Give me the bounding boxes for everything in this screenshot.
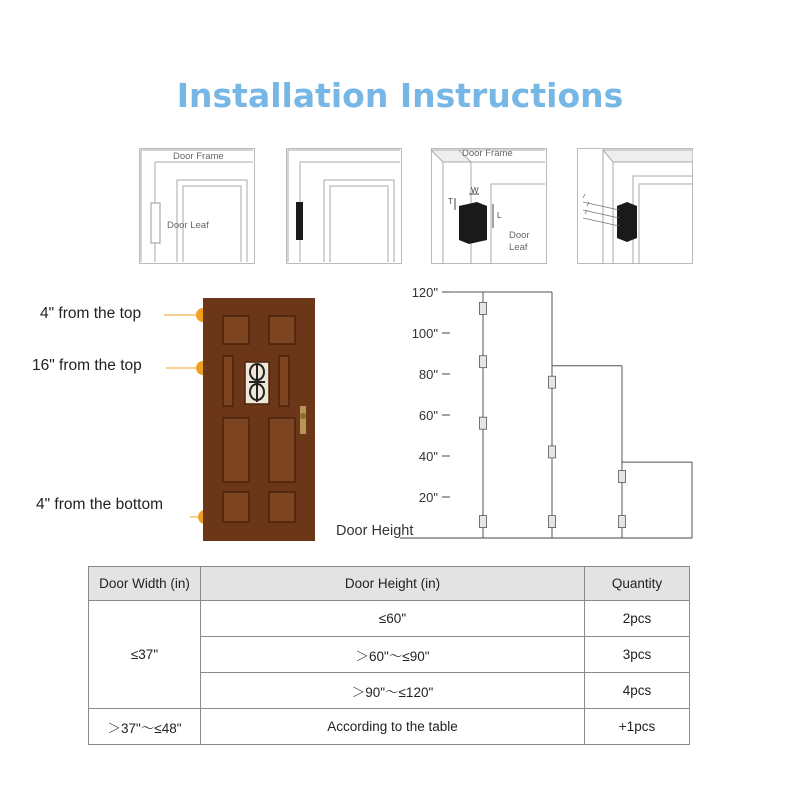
y-tick-label: 20" [418,490,438,505]
header-door-width: Door Width (in) [89,567,201,601]
y-tick-label: 80" [418,367,438,382]
y-tick-label: 100" [411,326,438,341]
table-row [89,601,690,637]
door-frame-label: Door Frame [462,148,513,159]
y-tick-label: 120" [411,285,438,300]
hinge-marker [549,446,556,458]
door-leaf-label: Door Leaf [167,220,209,231]
height-cell: ＞60"～≤90" [201,637,585,673]
hinge-marker [549,516,556,528]
door-handle [300,406,306,434]
table-header-row [89,567,690,601]
callout-bottom: 4" from the bottom [36,496,163,513]
page-title: Installation Instructions [176,76,624,115]
y-tick-label: 60" [418,408,438,423]
height-cell: ≤60" [201,601,585,637]
hinge-spacing-chart [330,278,700,548]
header-door-height: Door Height (in) [201,567,585,601]
door-leaf-label-line2: Leaf [509,242,528,253]
quantity-table [88,566,690,745]
hinge-marker [480,516,487,528]
hinge-marker [619,516,626,528]
dimension-w-label: W [471,186,479,195]
width-cell: ≤37" [89,601,201,709]
quantity-cell: 3pcs [585,637,690,673]
height-cell: ＞90"～≤120" [201,673,585,709]
dimension-l-label: L [497,211,502,220]
door-illustration [203,298,315,541]
callout-top: 4" from the top [40,305,142,322]
dimension-t-label: T [448,197,453,206]
y-tick-label: 40" [418,449,438,464]
quantity-cell: 2pcs [585,601,690,637]
height-cell: According to the table [201,709,585,745]
width-cell: ＞37"～≤48" [89,709,201,745]
door-leaf-label-line1: Door [509,230,530,241]
door-frame-label: Door Frame [173,151,224,162]
table-row [89,709,690,745]
header-quantity: Quantity [585,567,690,601]
hinge-marker [480,417,487,429]
hinge-marker [619,471,626,483]
hinge-marker [549,376,556,388]
hinge-marker [480,356,487,368]
callout-middle: 16" from the top [32,357,142,374]
x-axis-label: Door Height [336,523,414,539]
quantity-cell: 4pcs [585,673,690,709]
quantity-cell: +1pcs [585,709,690,745]
hinge-marker [480,302,487,314]
